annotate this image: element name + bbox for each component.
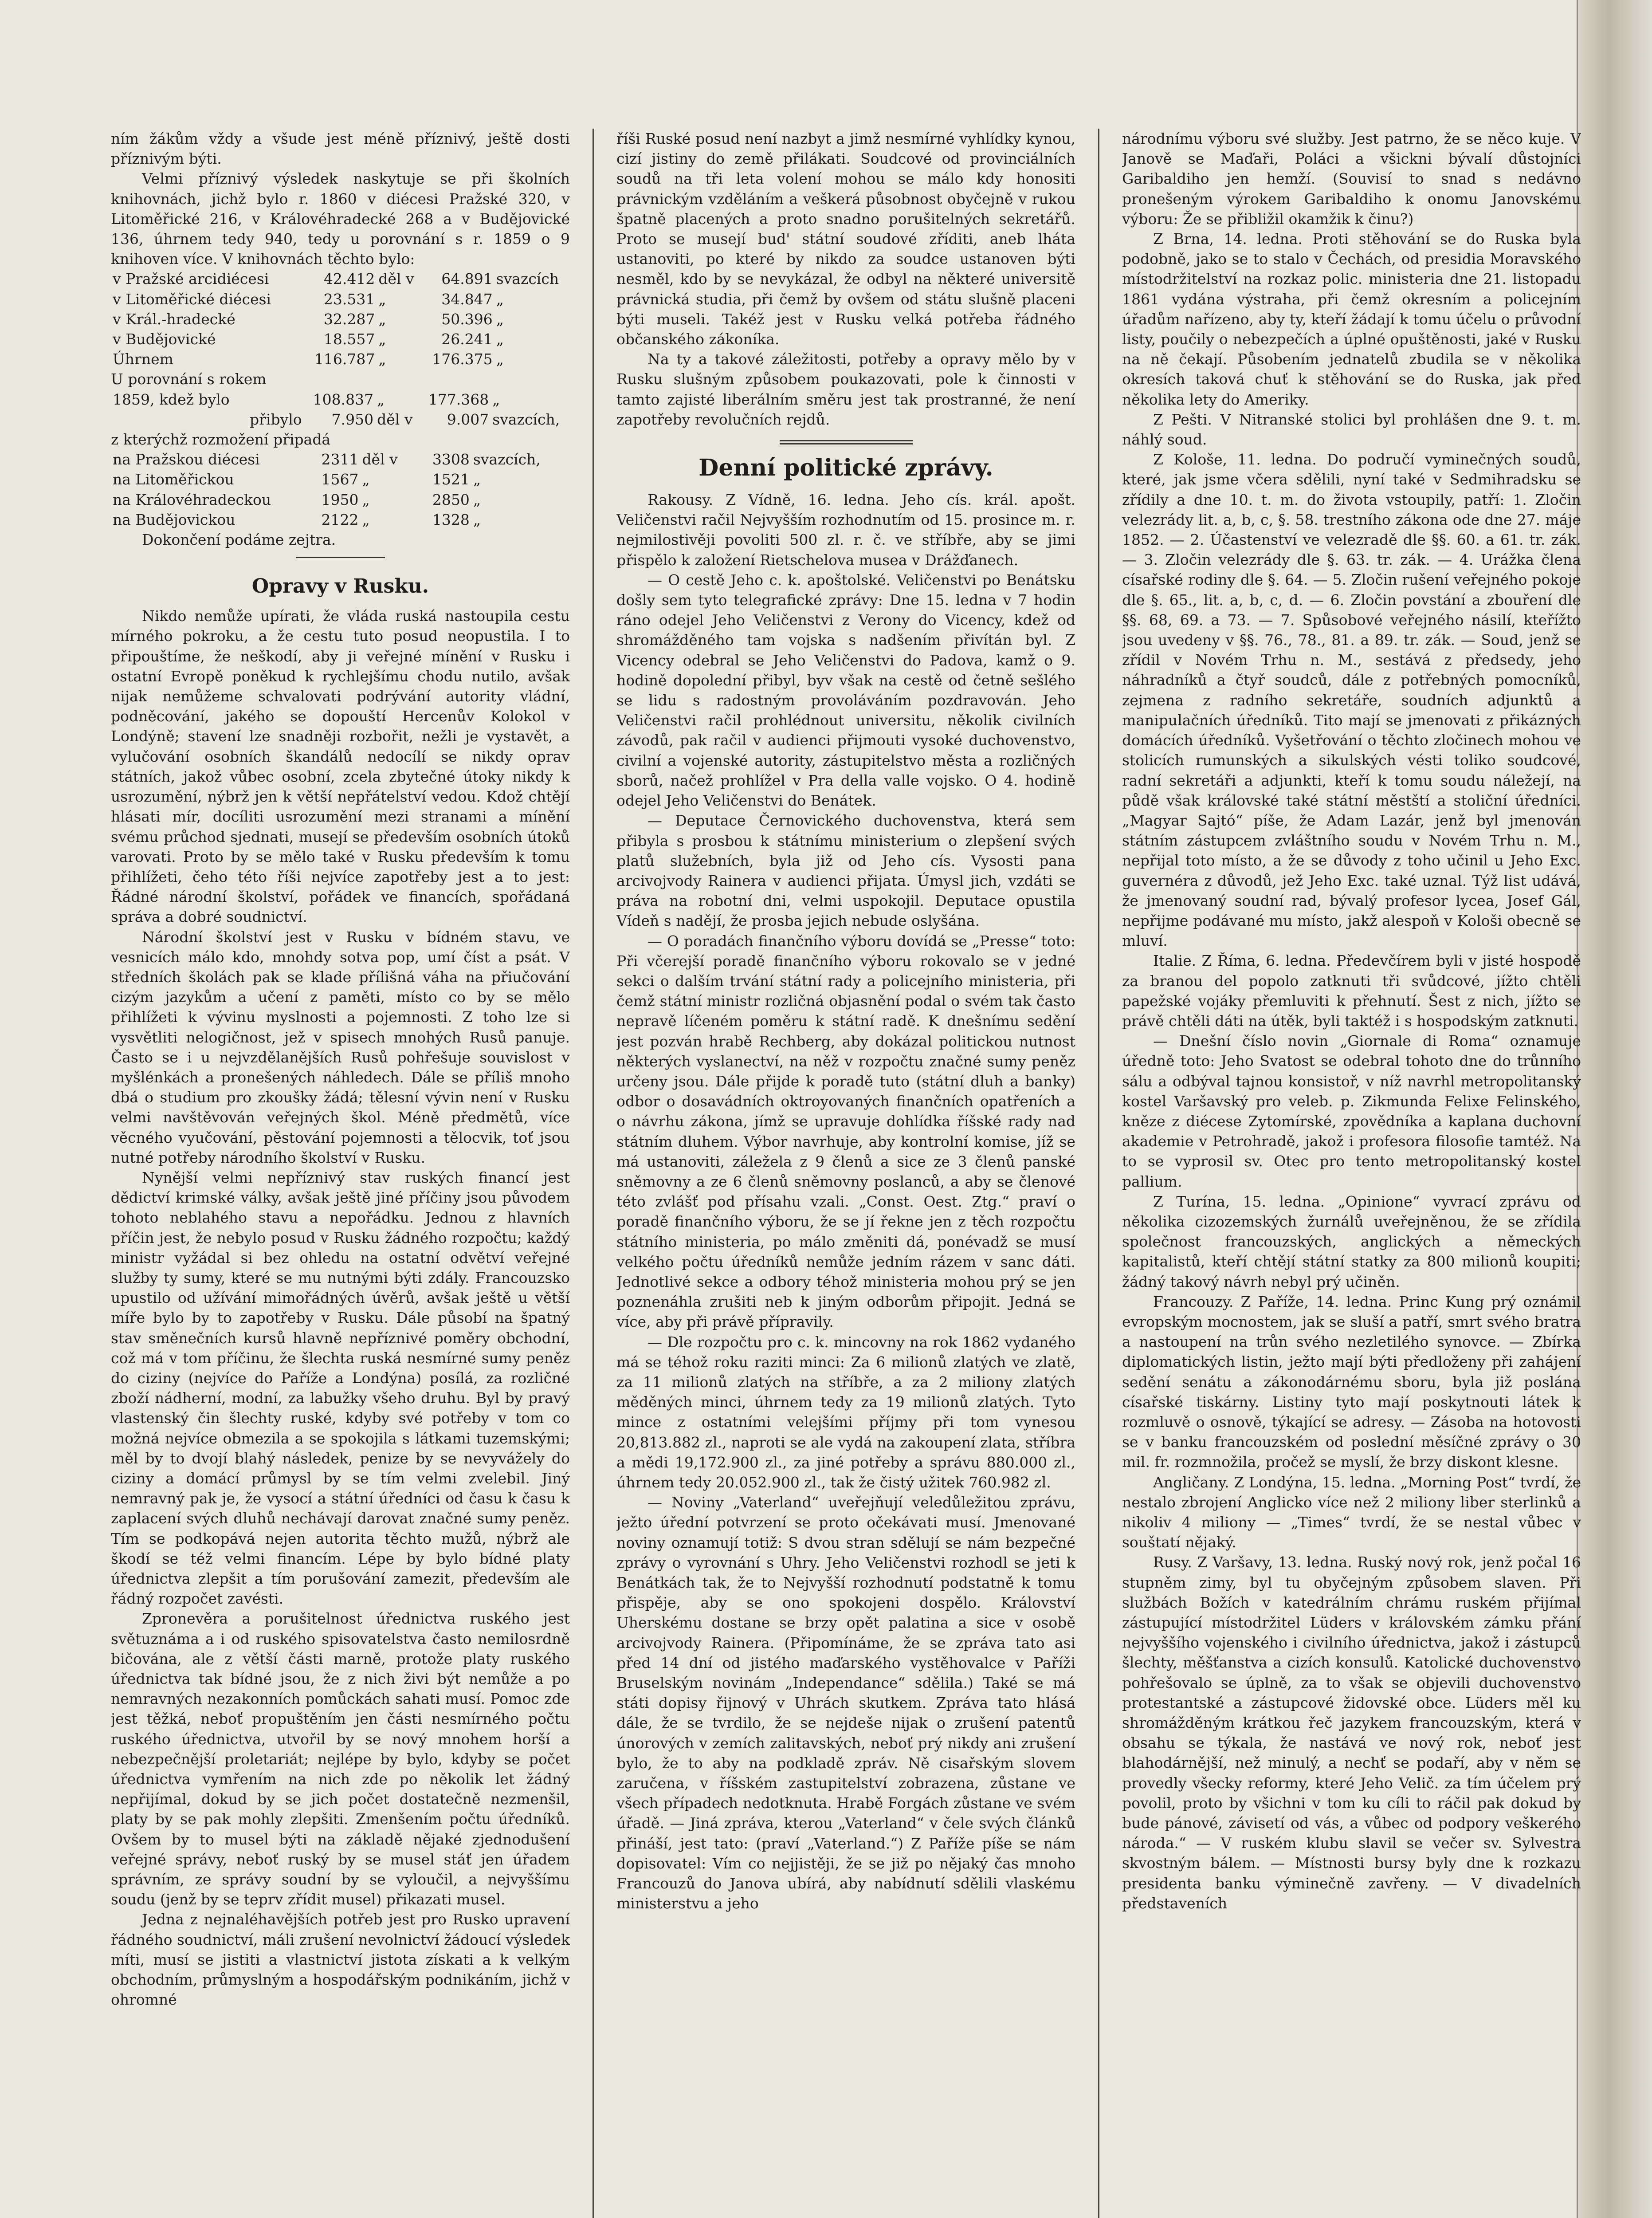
split-stat-volumes: 2850: [432, 491, 470, 508]
section-separator: [296, 557, 385, 558]
growth-row-volumes: 9.007: [447, 410, 489, 428]
col3-paragraph-4: Z Kološe, 11. ledna. Do područí vyminečných soudů, které, jak jsme včera sdělili, nyní také v Sedmihradsku se zřídily a dne 10. t. m. do života vstoupily, patří: 1. Zločin velezrády lit. a, b, c, §. 58. trestního zákona ode dne 27. máje 1852. — 2. Účastenství ve velezradě dle §§. 60. a 61. tr. zák. — 3. Zločin velezrády dle §. 63. tr. zák. — 4. Urážka člena císařské rodiny dle §. 64. — 5. Zločin rušení veřejného pokoje dle §. 65., lit. a, b, c, d. — 6. Zločin povstání a zbouření dle §§. 68, 69. a 73. — 7. Spůsobové veřejného násilí, kteřížto jsou uvedeny v §§. 76., 78., 81. a 89. tr. zák. — Soud, jenž se zřídil v Novém Trhu n. M., sestává z předsedy, jeho náhradníků a čtyř soudců, dále z potřebných pomocníků, zejmena z radního sekretáře, soudních adjunktů a manipulačních úředníků. Tito mají se jmenovati z přikázných domácích úředníků. Vyšetřování o těchto zločinech mohou ve stolicích rumunských a sikulských vésti toliko soudcové, radní sekretáři a adjunkti, kteří k tomu soudu náležejí, na půdě však královské také státní městští a stoliční úředníci. „Magyar Sajtó“ píše, že Adam Lazár, jenž byl jmenován státním zástupcem zvláštního soudu v Novém Trhu n. M., nepřijal toto místo, a že se důvody z toho učinil u Jeho Exc. guvernéra z důvodů, jež Jeho Exc. také uznal. Týž list udává, že jmenovaný soudní rad, bývalý profesor lycea, Josef Gál, nepřijme podávané mu místo, jakž alespoň v Kološi obecně se mluví.: [1122, 451, 1581, 950]
compare-row-volumes: 177.368: [428, 390, 489, 408]
library-stat-suffix: „: [496, 290, 504, 308]
col1-continuation-note: Dokončení podáme zejtra.: [142, 531, 336, 549]
library-stat-unit: „: [378, 330, 386, 348]
col3-paragraph-5: Italie. Z Říma, 6. ledna. Předevčírem byli v jisté hospodě za branou del popolo zatknuti tři svůdcové, jížto chtěli papežské vojáky přemluviti k přehnutí. Šest z nich, jížto se právě chtěli dáti na útěk, byli taktéž i s hospodským zatknuti.: [1122, 952, 1581, 1030]
split-stat-row: [111, 510, 570, 530]
col3-paragraph-10: Rusy. Z Varšavy, 13. ledna. Ruský nový rok, jenž počal 16 stupněm zimy, byl tu obyčejným způsobem slaven. Při službách Božích v katedrálním chrámu ruském přijímal zástupující místodržitel Lüders v královském zámku přání nejvyššího vojenského i civilního úřednictva, jakož i zástupců šlechty, měšťanstva a cizích konsulů. Katolické duchovenstvo pohřešovalo se úplně, za to však se objevili duchovenstvo protestantské a zástupcové židovské obce. Lüders měl ku shromážděným krátkou řeč jazykem francouzským, která v obsahu se týkala, že nastává ve nový rok, neboť jest blahodárnější, než minulý, a nechť se podaří, aby v něm se provedly všecky reformy, které Jeho Velič. za tím účelem prý povolil, proto by všichni v tom ku cíli to ráčil pak dokud by bude pánové, závisetí od vás, a vůbec od podpory veškerého národa.“ — V ruském klubu slavil se večer sv. Sylvestra skvostným bálem. — Místnosti bursy byly dne k rozkazu presidenta banku výminečně zavřeny. — V divadelních představeních: [1122, 1553, 1581, 1912]
split-stat-label: na Litoměřickou: [113, 471, 234, 488]
article-heading-reforms-russia: Opravy v Rusku.: [251, 575, 429, 598]
library-stat-suffix: „: [496, 310, 504, 328]
col2-paragraph-8: — Noviny „Vaterland“ uveřejňují veledůležitou zprávu, ježto úřední potvrzení se proto očekávati musí. Jmenované noviny oznamují totiž: S dvou stran sdělují se nám bezpečné zprávy o vyrovnání s Uhry. Jeho Veličenstvi rozhodl se jeti k Benátkách tak, že to Nejvyšší rozhodnutí podstatně k tomu přispěje, aby se ono spokojeni dospělo. Království Uherskému dostane se brzy opět palatina a sice v osobě arcivojvody Rainera. (Připomínáme, že se zpráva tato asi před 14 dní od jistého maďarského vystěhovalce v Paříži Bruselským novinám „Independance“ sdělila.) Také se má státi dopisy řijnový v Uhrách skutkem. Zpráva tato hlásá dále, že se tvrdilo, že se nejdeše nijak o zrušení patentů únorových v zemích zalitavských, neboť prý nikdy ani zrušení bylo, že to aby na podkladě zpráv. Ně cisařským slovem zaručena, v říšském zastupitelství zobrazena, zůstane ve všech případech nedotknuta. Hrabě Forgách zůstane ve svém úřadě. — Jiná zpráva, kterou „Vaterland“ v čele svých článků přináší, jest tato: (praví „Vaterland.“) Z Paříže píše se nám dopisovatel: Vím co nejjistěji, že se již po nějaký čas mnoho Francouzů do Janova ubírá, aby nabídnutí sdělili vlaskému ministerstvu a jeho: [616, 1494, 1075, 1912]
split-stat-unit: děl v: [362, 451, 398, 468]
column-rule-2: [1098, 129, 1099, 2218]
library-stat-volumes: 50.396: [441, 310, 493, 328]
col3-paragraph-8: Francouzy. Z Paříže, 14. ledna. Princ Kung prý oznámil evropským mocnostem, jak se sluší a patří, smrt svého bratra a nastoupení na trůn svého nezletilého synovce. — Zbírka diplomatických listin, ježto mají býti předloženy při zahájení sedění senátu a zákonodárnému sboru, byla již poslána císařské tiskárny. Listiny tyto mají poskytnouti látek k rozmluvě o osnově, týkající se adresy. — Zásoba na hotovosti se v banku francouzském od poslední měsíčné zprávy o 30 mil. fr. rozmnožila, pročež se myslí, že brzy diskont klesne.: [1122, 1293, 1581, 1471]
library-stat-row: [111, 349, 570, 369]
split-stat-unit: „: [362, 471, 370, 488]
split-stat-volumes: 1328: [432, 511, 470, 528]
col2-paragraph-2: Na ty a takové záležitosti, potřeby a opravy mělo by v Rusku slušným způsobem poukazovati, pole k činnosti v tamto zajisté liberálním směru jest tak prostranné, že není zapotřeby revolučních rejdů.: [616, 350, 1075, 428]
split-stat-volumes: 3308: [432, 451, 470, 468]
col2-paragraph-7: — Dle rozpočtu pro c. k. mincovny na rok 1862 vydaného má se téhož roku raziti minci: Za 6 milionů zlatých ve zlatě, za 11 milionů zlatých na stříbře, a za 2 miliony zlatých měděných minci, úhrnem tedy za 19 milionů zlatých. Tyto mince z ostatními velejšími příjmy při tom vynesou 20,813.882 zl., naproti se ale vydá na zakoupení zlata, stříbra a mědi 19,172.900 zl., za jiné potřeby a správu 880.000 zl., úhrnem tedy 20.052.900 zl., tak že čistý užitek 760.982 zl.: [616, 1333, 1075, 1491]
split-stat-row: [111, 469, 570, 489]
split-stat-suffix: „: [473, 471, 481, 488]
split-stat-suffix: „: [473, 511, 481, 528]
growth-row: [111, 409, 570, 429]
page-binding-edge: [1579, 0, 1652, 2218]
column-2: [616, 129, 1075, 2218]
library-stat-works: 18.557: [323, 330, 375, 348]
compare-row: [111, 389, 570, 409]
library-stat-row: [111, 329, 570, 349]
library-stat-label: Úhrnem: [113, 350, 173, 368]
col2-paragraph-4: — O cestě Jeho c. k. apoštolské. Veličenstvi po Benátsku došly sem tyto telegrafické zprávy: Dne 15. ledna v 7 hodin ráno odejel Jeho Veličenstvi z Verony do Vicency, kdež od shromážděného tam vojska s nadšením přivítán byl. Z Vicency odebral se Jeho Veličenstvi do Padova, kamž o 9. hodině dopolední přibyl, byv však na cestě od četně sešlého se lidu s radostným provoláváním pozdravován. Jeho Veličenstvi račil prohlédnout universitu, několik civilních závodů, pak račil v audienci přijmouti vysoké duchovenstvo, civilní a vojenské autority, zástupitelstvo města a rozličných sborů, načež prohlížel v Pra della valle vojsko. O 4. hodině odejel Jeho Veličenstvi do Benátek.: [616, 571, 1075, 810]
compare-row-unit: „: [377, 390, 385, 408]
library-stat-row: [111, 309, 570, 329]
library-stat-unit: „: [378, 350, 386, 368]
compare-row-label: 1859, kdež bylo: [113, 390, 230, 408]
library-stat-works: 116.787: [314, 350, 375, 368]
column-1: [111, 129, 570, 2218]
compare-row-suffix: „: [492, 390, 500, 408]
library-stat-label: v Budějovické: [113, 330, 216, 348]
split-stat-label: na Budějovickou: [113, 511, 235, 528]
library-stat-volumes: 176.375: [432, 350, 493, 368]
col1-paragraph-2: Velmi příznivý výsledek naskytuje se při školních knihovnách, jichž bylo r. 1860 v diécesi Pražské 320, v Litoměřické 216, v Královéhradecké 268 a v Budějovické 136, úhrnem tedy 940, tedy u porovnání s r. 1859 o 9 knihoven více. V knihovnách těchto bylo:: [111, 170, 570, 268]
col3-paragraph-9: Angličany. Z Londýna, 15. ledna. „Morning Post“ tvrdí, že nestalo zbrojení Anglicko více než 2 miliony liber sterlinků a nikoliv 4 miliony — „Times“ tvrdí, že se nestal vůbec v souštatí nějaký.: [1122, 1473, 1581, 1551]
growth-row-label: přibylo: [250, 410, 302, 428]
col3-paragraph-7: Z Turína, 15. ledna. „Opinione“ vyvrací zprávu od několika cizozemských žurnálů uveřejněnou, že se zřídila společnost francouzských, anglických a německých kapitalistů, kteří chtějí státní statky za 800 milionů koupiti; žádný takový návrh nebyl prý učiněn.: [1122, 1192, 1581, 1290]
library-stat-label: v Pražské arcidiécesi: [113, 270, 269, 288]
growth-row-works: 7.950: [331, 410, 374, 428]
library-stat-unit: děl v: [378, 270, 414, 288]
split-stat-label: na Královéhradeckou: [113, 491, 271, 508]
compare-row-works: 108.837: [313, 390, 374, 408]
compare-table: [111, 389, 570, 429]
library-stat-works: 23.531: [323, 290, 375, 308]
library-stats-table: [111, 269, 570, 369]
col2-paragraph-5: — Deputace Černovického duchovenstva, která sem přibyla s prosbou k státnímu ministerium o zlepšení svých platů služebních, byla již od Jeho cís. Vysosti pana arcivojvody Rainera v audienci přijata. Úmysl jich, vzdáti se práva na robotní dni, velmi uspokojil. Deputace opustila Vídeň s nadějí, že prosba jejich nebude oslyšána.: [616, 812, 1075, 930]
col2-paragraph-6: — O poradách finančního výboru dovídá se „Presse“ toto: Při včerejší poradě finančního výboru rokovalo se v jedné sekci o dalším trvání státní rady a policejního ministeria, při čemž státní ministr rozličná objasnění podal o svém tak často nepravě líčeném poměru k státní radě. K dnešnímu sedění jest pozván hrabě Rechberg, aby dokázal politickou nutnost některých vyslanectví, na něž v rozpočtu značné sumy peněz určeny jsou. Dále přijde k poradě tuto (státní dluh a banky) odbor o dosavádních oktroyovaných finančních opatřeních a o návrhu zákona, jímž se upravuje dohlídka říšské rady nad státním dluhem. Výbor navrhuje, aby kontrolní komise, jíž se má ustanoviti, záležela z 9 členů a sice ze 3 členů panské sněmovny a ze 6 členů sněmovny poslanců, a aby se členové této zvlášť pod přísahu vzali. „Const. Oest. Ztg.“ praví o poradě finančního výboru, že se jí řekne jen z těch rozpočtu státního ministeria, po málo změniti dá, ponévadž se musí velkého počtu úředníků nemůže jedním rázem v sanc dáti. Jednotlivé sekce a odbory téhož ministeria mohou prý se jen poznenáhla zrušiti neb k jiným odborům připojit. Jedná se více, aby při právě přípravily.: [616, 932, 1075, 1331]
col1-paragraph-1: ním žákům vždy a všude jest méně příznivý, ještě dosti příznivým býti.: [111, 130, 570, 168]
col3-paragraph-3: Z Pešti. V Nitranské stolici byl prohlášen dne 9. t. m. náhlý soud.: [1122, 410, 1581, 448]
split-stats-table: [111, 449, 570, 530]
library-stat-suffix: svazcích: [496, 270, 559, 288]
library-stat-label: v Král.-hradecké: [113, 310, 235, 328]
library-stat-unit: „: [378, 310, 386, 328]
library-stat-unit: „: [378, 290, 386, 308]
col2-paragraph-1: říši Ruské posud není nazbyt a jimž nesmírné vyhlídky kynou, cizí jistiny do země přilákati. Soudcové od provinciálních soudů na tři leta volení mohou se málo kdy honositi právnickým vzděláním a veškerá působnost obyčejně v rukou špatně placených a proto snadno porušitelných sekretářů. Proto se musejí bud' státní soudové zříditi, aneb lháta ustanoviti, po které by nikdo za soudce ustanoven býti nesměl, kdo by se nevykázal, že odbyl na některé universitě právnická studia, při čemž by ovšem od státu slušně placeni býti museli. Takéž jest v Rusku velká potřeba řádného občanského zákoníka.: [616, 130, 1075, 348]
library-stat-row: [111, 289, 570, 309]
split-label: z kterýchž rozmožení připadá: [111, 431, 331, 448]
split-stat-suffix: svazcích,: [473, 451, 541, 468]
library-stat-volumes: 34.847: [441, 290, 493, 308]
section-separator-double: [780, 440, 913, 444]
split-stat-row: [111, 490, 570, 510]
section-heading-daily-news: Denní politické zprávy.: [698, 454, 993, 482]
column-3: [1122, 129, 1581, 2218]
growth-row-suffix: svazcích,: [492, 410, 560, 428]
split-stat-volumes: 1521: [432, 471, 470, 488]
library-stat-works: 42.412: [323, 270, 375, 288]
split-stat-works: 1950: [321, 491, 359, 508]
split-stat-works: 1567: [321, 471, 359, 488]
split-stat-unit: „: [362, 491, 370, 508]
split-stat-label: na Pražskou diécesi: [113, 451, 260, 468]
col1-paragraph-7: Zpronevěra a porušitelnost úřednictva ruského jest světuznáma a i od ruského spisovatelstva často nemilosrdně bičována, ale z větší části marně, protože platy ruského úřednictva tak bídné jsou, že z nich živi být nemůže a po nemravných nezakonních pomůckách sahati musí. Pomoc zde jest těžká, neboť propuštěním jen části nesmírného počtu ruského úřednictva, utvořil by se nový mnohem horší a nebezpečnější proletariát; nejlépe by bylo, kdyby se počet úřednictva vymřením na nich zde po několik let žádný nepřijímal, dokud by se jich počet dostatečně nezmenšil, platy by se pak mohly zlepšiti. Zmenšením počtu úředníků. Ovšem by to musel býti na základě nějaké zjednodušení veřejné správy, neboť ruský by se musel stáť jen úřadem správním, ze správy soudní by se vyloučil, a nejvyššímu soudu (jenž by se teprv zřídit musel) přikazati musel.: [111, 1610, 570, 1908]
column-rule-1: [593, 129, 594, 2218]
col1-paragraph-6: Nynější velmi nepříznivý stav ruských financí jest dědictví krimské války, avšak ještě jiné příčiny jsou původem tohoto neblahého stavu a nepořádku. Jednou z hlavních příčin jest, že nebylo posud v Rusku žádného rozpočtu; každý ministr vyžádal si bez ohledu na ostatní odvětví veřejné služby ty sumy, které se mu nutnými býti zdály. Francouzsko upustilo od užívání mimořádných úvěrů, avšak ještě u větší míře bylo by to zapotřeby v Rusku. Dále působí na špatný stav směnečních kursů hlavně nepříznivé poměry obchodní, což má v tom příčinu, že šlechta ruská nesmírné sumy peněz do ciziny (nejvíce do Paříže a Londýna) posílá, za rozličné zboží nádherní, modní, za labužky všeho druhu. Byl by pravý vlastenský čin šlechty ruské, kdyby své potřeby v tom co možná nejvíce obmezila a se spokojila s látkami tuzemskými; měl by to dvojí blahý následek, penize by se nevyvážely do ciziny a domácí průmysl by se tím velmi zvelebil. Jiný nemravný pak je, že vysocí a státní úředníci od času k času k zaplacení svých dluhů nechávají darovat značné sumy peněz. Tím se podkopává nejen autorita těchto mužů, nýbrž ale škodí se též velmi financím. Lépe by bylo bídné platy úřednictva zlepšit a tím porušování zamezit, především ale řádný rozpočet zavésti.: [111, 1168, 570, 1608]
split-stat-unit: „: [362, 511, 370, 528]
split-stat-works: 2311: [321, 451, 359, 468]
split-stat-works: 2122: [321, 511, 359, 528]
col1-paragraph-5: Národní školství jest v Rusku v bídném stavu, ve vesnicích málo kdo, mnohdy sotva pop, umí číst a psát. V středních školách pak se klade přílišná váha na přiučování cizým jazykům a učení z paměti, místo co by se mělo přihlížeti k vývinu myslnosti a pojemnosti. Z toho lze si vysvětliti nelogičnost, jež v spisech mnohých Rusů panuje. Často se i u nejvzdělanějších Rusů pohřešuje souvislost v myšlénkách a pronešených náhledech. Dále se příliš mnoho dbá o studium pro zkoušky žádá; tělesní vývin není v Rusku velmi navštěvován veřejných škol. Méně předmětů, více věcného vyučování, pěstování pojemnosti a tělocvik, toť jsou nutné potřeby národního školství v Rusku.: [111, 928, 570, 1166]
newspaper-page: [111, 129, 1581, 2218]
library-stat-row: [111, 269, 570, 289]
col3-paragraph-1: národnímu výboru své služby. Jest patrno, že se něco kuje. V Janově se Maďaři, Poláci a všickni bývalí důstojníci Garibaldiho jen hemží. (Souvisí to snad s nedávno pronešeným výrokem Garibaldiho k onomu Janovskému výboru: Že se přibližil okamžik k činu?): [1122, 130, 1581, 228]
col2-paragraph-3: Rakousy. Z Vídně, 16. ledna. Jeho cís. král. apošt. Veličenstvi račil Nejvyšším rozhodnutím od 15. prosince m. r. nejmilostivěji povoliti 500 zl. r. č. ve stříbře, aby se jimi přispělo k založení Rietschelova musea v Drážďanech.: [616, 491, 1075, 569]
col3-paragraph-6: — Dnešní číslo novin „Giornale di Roma“ oznamuje úředně toto: Jeho Svatost se odebral tohoto dne do trůnního sálu a odbýval tajnou konsistoř, v níž navrhl metropolitanský kostel Varšavský pro veleb. p. Zikmunda Felixe Felinského, kněze z diécese Zytomírské, zpovědníka a kaplana duchovní akademie v Petrohradě, jakož i profesora filosofie tamtéž. Na to se vyprosil sv. Otec pro tento metropolitanský kostel pallium.: [1122, 1032, 1581, 1190]
compare-label: U porovnání s rokem: [111, 370, 267, 388]
library-stat-volumes: 64.891: [441, 270, 493, 288]
col1-paragraph-8: Jedna z nejnaléhavějších potřeb jest pro Rusko upravení řádného soudnictví, máli zrušení nevolnictví žádoucí výsledek míti, musí se jistiti a vlastnictví jistota získati a k velkým obchodním, průmyslným a hospodářským podnikáním, jichž v ohromné: [111, 1911, 570, 2009]
split-stat-row: [111, 449, 570, 469]
col1-paragraph-4: Nikdo nemůže upírati, že vláda ruská nastoupila cestu mírného pokroku, a že cestu tuto posud neopustila. I to připouštíme, že neškodí, aby ji veřejné mínění v Rusku i ostatní Evropě poněkud k rychlejšímu chodu nutilo, avšak nijak nemůžeme schvalovati podrývání autority vládní, podněcování, jakého se dopouští Hercenův Kolokol v Londýně; stavení lze snadněji rozbořit, nežli je vystavět, a vylučování osobních škandálů nedocílí se nikdy oprav státních, jakož vůbec osobní, zcela zbytečné útoky nikdy k usrozumění, nýbrž jen k větší nepřátelství vedou. Kdož chtějí hlásati mír, docíliti usrozumění mezi stranami a mínění svému průchod sjednati, musejí se především osobních útoků varovati. Proto by se mělo také v Rusku především k tomu přihlížeti, čeho této říši nejvíce zapotřeby jest a to jest: Řádné národní školství, pořádek ve financích, spořádaná správa a dobré soudnictví.: [111, 607, 570, 926]
library-stat-label: v Litoměřické diécesi: [113, 290, 271, 308]
library-stat-suffix: „: [496, 330, 504, 348]
library-stat-works: 32.287: [323, 310, 375, 328]
split-stat-suffix: „: [473, 491, 481, 508]
library-stat-suffix: „: [496, 350, 504, 368]
growth-row-unit: děl v: [377, 410, 413, 428]
library-stat-volumes: 26.241: [441, 330, 493, 348]
col3-paragraph-2: Z Brna, 14. ledna. Proti stěhování se do Ruska byla podobně, jako se to stalo v Čechách, od presidia Moravského místodržitelství na rozkaz polic. ministeria dne 21. listopadu 1861 vydána výstraha, při čemž okresním a policejním úřadům nařízeno, aby ty, kteří žádají k tomu účelu o průvodní listy, poučily o nebezpečích a úplné opuštěnosti, jaké v Rusku na ně čekají. Působením jednatelů zbudila se v několika okresích taková chuť k stěhování se do Ruska, jak před několika lety do Ameriky.: [1122, 230, 1581, 408]
